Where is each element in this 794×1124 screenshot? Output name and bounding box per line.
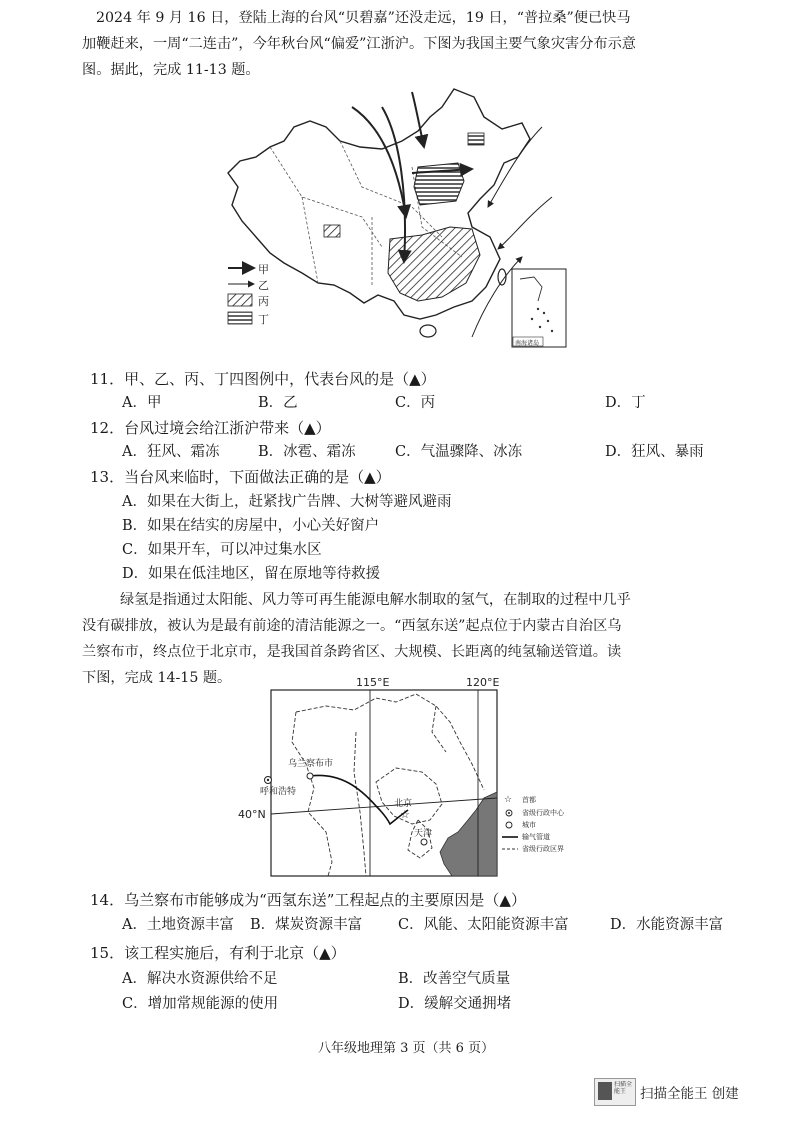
intro-1-line-2: 加鞭赶来，一周“二连击”，今年秋台风“偏爱”江浙沪。下图为我国主要气象灾害分布示意: [82, 36, 636, 52]
q12-option-d[interactable]: D．狂风、暴雨: [605, 444, 704, 460]
intro-1-line-1: 2024 年 9 月 16 日，登陆上海的台风“贝碧嘉”还没走远，19 日，“普拉桑”便已快马: [96, 10, 631, 26]
q12-stem: 12．台风过境会给江浙沪带来（▲）: [90, 419, 331, 437]
intro-2-line-3: 兰察布市，终点位于北京市，是我国首条跨省区、大规模、长距离的纯氢输送管道。读: [82, 644, 622, 660]
legend-pipeline: 输气管道: [522, 833, 550, 841]
legend-jia: 甲: [258, 263, 269, 276]
city-tianjin: 天津: [414, 829, 433, 839]
q11-option-d[interactable]: D．丁: [605, 395, 646, 411]
q13-option-c[interactable]: C．如果开车，可以冲过集水区: [122, 542, 322, 558]
pipeline-map: [236, 672, 576, 880]
q13-option-d[interactable]: D．如果在低洼地区，留在原地等待救援: [122, 566, 381, 582]
china-outline: [228, 89, 530, 319]
q11-option-b[interactable]: B．乙: [258, 395, 298, 411]
q11-option-a[interactable]: A．甲: [122, 395, 162, 411]
track-yi-1: [488, 127, 542, 207]
q13-option-a[interactable]: A．如果在大街上，赶紧找广告牌、大树等避风避雨: [122, 494, 452, 510]
city-ulanqab: 乌兰察布市: [288, 759, 334, 769]
q12-option-b[interactable]: B．冰雹、霜冻: [258, 444, 356, 460]
q12-option-c[interactable]: C．气温骤降、冰冻: [395, 444, 523, 460]
city-hohhot: 呼和浩特: [260, 787, 297, 797]
q15-option-d[interactable]: D．缓解交通拥堵: [398, 996, 512, 1012]
q15-option-a[interactable]: A．解决水资源供给不足: [122, 971, 278, 987]
lon-120-label: 120°E: [466, 676, 500, 689]
q11-stem: 11．甲、乙、丙、丁四图例中，代表台风的是（▲）: [90, 370, 436, 388]
area-bing-small: [324, 225, 340, 237]
q14-option-c[interactable]: C．风能、太阳能资源丰富: [398, 917, 569, 933]
q15-stem: 15．该工程实施后，有利于北京（▲）: [90, 944, 346, 962]
inset-label: 南海诸岛: [515, 340, 540, 347]
legend-province-boundary: 省级行政区界: [522, 845, 564, 853]
map1-legend: [228, 268, 254, 324]
q13-stem: 13．当台风来临时，下面做法正确的是（▲）: [90, 468, 391, 486]
city-beijing: 北京: [394, 799, 413, 809]
area-bing: [388, 227, 480, 301]
legend-capital: 首都: [522, 796, 536, 804]
intro-2-line-2: 没有碳排放，被认为是最有前途的清洁能源之一。“西氢东送”起点位于内蒙古自治区乌: [82, 618, 622, 634]
q15-option-c[interactable]: C．增加常规能源的使用: [122, 996, 279, 1012]
ulanqab-marker: [307, 773, 313, 779]
page-footer: 八年级地理第 3 页（共 6 页）: [318, 1041, 495, 1056]
scanner-logo-text: 扫描全能王: [614, 1081, 633, 1095]
legend-city: 城市: [522, 821, 536, 829]
q14-option-b[interactable]: B．煤炭资源丰富: [250, 917, 363, 933]
tianjin-marker: [421, 839, 427, 845]
legend-yi: 乙: [258, 279, 269, 292]
q12-option-a[interactable]: A．狂风、霜冻: [122, 444, 220, 460]
q13-option-b[interactable]: B．如果在结实的房屋中，小心关好窗户: [122, 518, 380, 534]
legend-provincial-capital: 省级行政中心: [522, 809, 564, 817]
q11-option-c[interactable]: C．丙: [395, 395, 436, 411]
legend-ding: 丁: [258, 313, 269, 326]
area-ding-small: [468, 133, 484, 145]
intro-2-line-4: 下图，完成 14-15 题。: [82, 670, 232, 686]
scanner-logo: [594, 1078, 636, 1106]
q14-option-a[interactable]: A．土地资源丰富: [122, 917, 234, 933]
lon-115-label: 115°E: [356, 676, 390, 689]
q14-stem: 14．乌兰察布市能够成为“西氢东送”工程起点的主要原因是（▲）: [90, 891, 526, 909]
disaster-map: [222, 87, 572, 352]
intro-1-line-3: 图。据此，完成 11-13 题。: [82, 62, 260, 78]
svg-text:☆: ☆: [504, 795, 513, 805]
track-yi-2: [498, 197, 552, 249]
scanner-watermark: 扫描全能王 创建: [640, 1086, 739, 1102]
intro-2-line-1: 绿氢是指通过太阳能、风力等可再生能源电解水制取的氢气，在制取的过程中几乎: [120, 592, 631, 608]
track-jia-1: [352, 107, 406, 217]
track-jia-3: [412, 92, 424, 147]
q14-option-d[interactable]: D．水能资源丰富: [610, 917, 724, 933]
beijing-marker: ☆: [400, 808, 410, 821]
q15-option-b[interactable]: B．改善空气质量: [398, 971, 511, 987]
inset-box: [512, 269, 566, 347]
lat-40-label: 40°N: [238, 808, 266, 821]
legend-bing: 丙: [258, 295, 269, 308]
